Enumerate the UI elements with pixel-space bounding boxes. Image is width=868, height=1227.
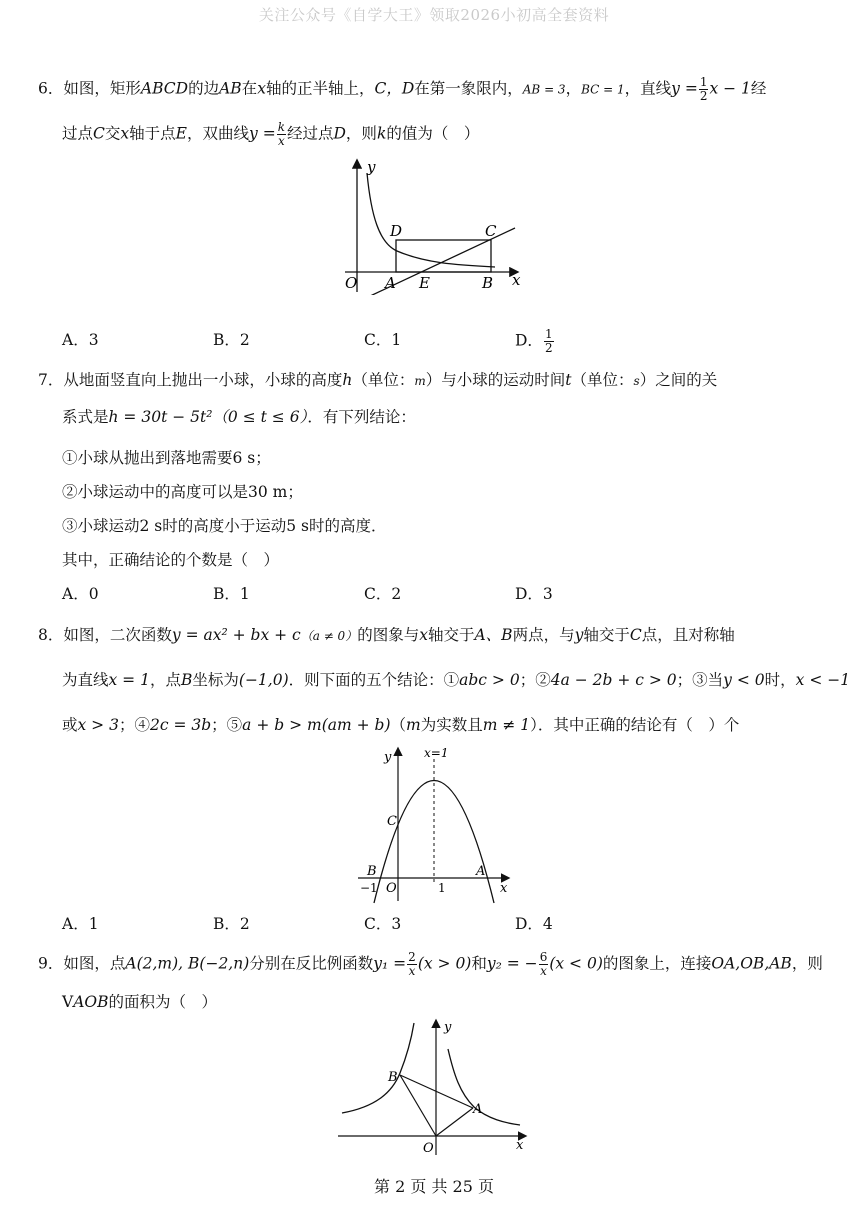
q7-option-b[interactable]: B．1 <box>213 585 250 603</box>
q8-label-neg1: −1 <box>360 881 378 895</box>
q8-label-1: 1 <box>438 881 446 895</box>
q8-label-y: y <box>384 750 392 765</box>
q9-figure <box>330 1015 530 1160</box>
q8-label-o: O <box>386 881 397 896</box>
q6-half-fraction: $\frac{1}{2}$ <box>699 75 708 103</box>
q6-k-over-x-fraction: $\frac{k}{x}$ <box>277 120 285 148</box>
q8-label-x: x <box>500 881 508 896</box>
q6-option-a[interactable]: A．3 <box>62 331 99 349</box>
q7-statement-2: ②小球运动中的高度可以是30 m； <box>62 483 303 501</box>
q9-label-y: y <box>444 1020 452 1035</box>
q7-line-2: 系式是h = 30t − 5t²（0 ≤ t ≤ 6）．有下列结论： <box>62 408 416 426</box>
q6-figure <box>335 155 535 295</box>
q6-hyperbola <box>367 173 495 267</box>
q6-label-a: A <box>385 274 396 292</box>
q6-option-d[interactable]: D． $\frac{1}{2}$ <box>515 327 553 355</box>
q8-option-b[interactable]: B．2 <box>213 915 250 933</box>
q8-line-3: 或x > 3；④2c = 3b；⑤a + b > m(am + b)（m为实数且m ≠ 1）．其中正确的结论有（ ）个 <box>62 716 740 734</box>
q6-option-b[interactable]: B．2 <box>213 331 250 349</box>
q9-segment-oa <box>436 1108 473 1136</box>
q8-label-a: A <box>476 864 486 879</box>
q9-label-a: A <box>473 1102 483 1117</box>
q7-option-a[interactable]: A．0 <box>62 585 99 603</box>
q7-option-c[interactable]: C．2 <box>364 585 402 603</box>
q7-question: 其中，正确结论的个数是（ ） <box>62 551 280 569</box>
q9-label-x: x <box>516 1138 524 1153</box>
q8-label-b: B <box>367 864 377 879</box>
q7-line-1: 7．从地面竖直向上抛出一小球，小球的高度h（单位：m）与小球的运动时间t（单位：s）之间的关 <box>38 371 718 389</box>
page-footer: 第 2 页 共 25 页 <box>374 1177 494 1196</box>
q9-curve-y2 <box>342 1023 414 1113</box>
q7-options <box>62 582 662 606</box>
q6-label-o: O <box>345 274 358 292</box>
q9-fraction-6-over-x: $\frac{6}{x}$ <box>539 950 548 978</box>
q8-figure <box>350 743 520 905</box>
q8-label-c: C <box>387 814 397 829</box>
q7-statement-1: ①小球从抛出到落地需要6 s； <box>62 449 271 467</box>
q8-options <box>62 912 662 936</box>
q6-label-x: x <box>512 271 521 289</box>
q7-statement-3: ③小球运动2 s时的高度小于运动5 s时的高度． <box>62 517 387 535</box>
q6-options <box>62 327 662 355</box>
q6-label-d: D <box>390 222 403 240</box>
q9-label-o: O <box>423 1141 434 1156</box>
watermark-header: 关注公众号《自学大王》领取2026小初高全套资料 <box>258 6 610 24</box>
q8-label-x1: x=1 <box>424 746 449 760</box>
q7-option-d[interactable]: D．3 <box>515 585 553 603</box>
q6-label-c: C <box>485 222 497 240</box>
q9-curve-y1 <box>448 1049 520 1125</box>
q9-label-b: B <box>388 1070 398 1085</box>
q8-option-a[interactable]: A．1 <box>62 915 99 933</box>
q8-line-2: 为直线x = 1，点B坐标为(−1,0)．则下面的五个结论：①abc > 0；②4a − 2b + c > 0；③当y < 0时，x < −1 <box>62 671 851 689</box>
q6-label-e: E <box>419 274 430 292</box>
q9-line-1: 9．如图，点A(2,m), B(−2,n)分别在反比例函数y₁ = $\frac{2}{x}$ (x > 0)和y₂ = − $\frac{6}{x}$ (x < 0)的图象上，连接OA,OB,AB，则 <box>38 950 823 978</box>
q8-line-1: 8．如图，二次函数y = ax² + bx + c（a ≠ 0）的图象与x轴交于A、B两点，与y轴交于C点，且对称轴 <box>38 626 735 644</box>
q6-label-b: B <box>482 274 494 292</box>
q9-line-2: VAOB的面积为（ ） <box>62 993 218 1011</box>
q6-option-c[interactable]: C．1 <box>364 331 402 349</box>
q8-option-c[interactable]: C．3 <box>364 915 402 933</box>
q6-label-y: y <box>367 158 376 176</box>
q8-option-d[interactable]: D．4 <box>515 915 553 933</box>
q9-segment-ob <box>400 1075 436 1136</box>
q6-line-2: 过点C交x轴于点E，双曲线y = $\frac{k}{x}$ 经过点D，则k的值为（ ） <box>62 120 480 148</box>
q6-line-1: 6．如图，矩形ABCD的边AB在x轴的正半轴上，C，D在第一象限内，AB = 3，BC = 1，直线y = $\frac{1}{2}$ x − 1经 <box>38 75 767 103</box>
q9-fraction-2-over-x: $\frac{2}{x}$ <box>408 950 416 978</box>
